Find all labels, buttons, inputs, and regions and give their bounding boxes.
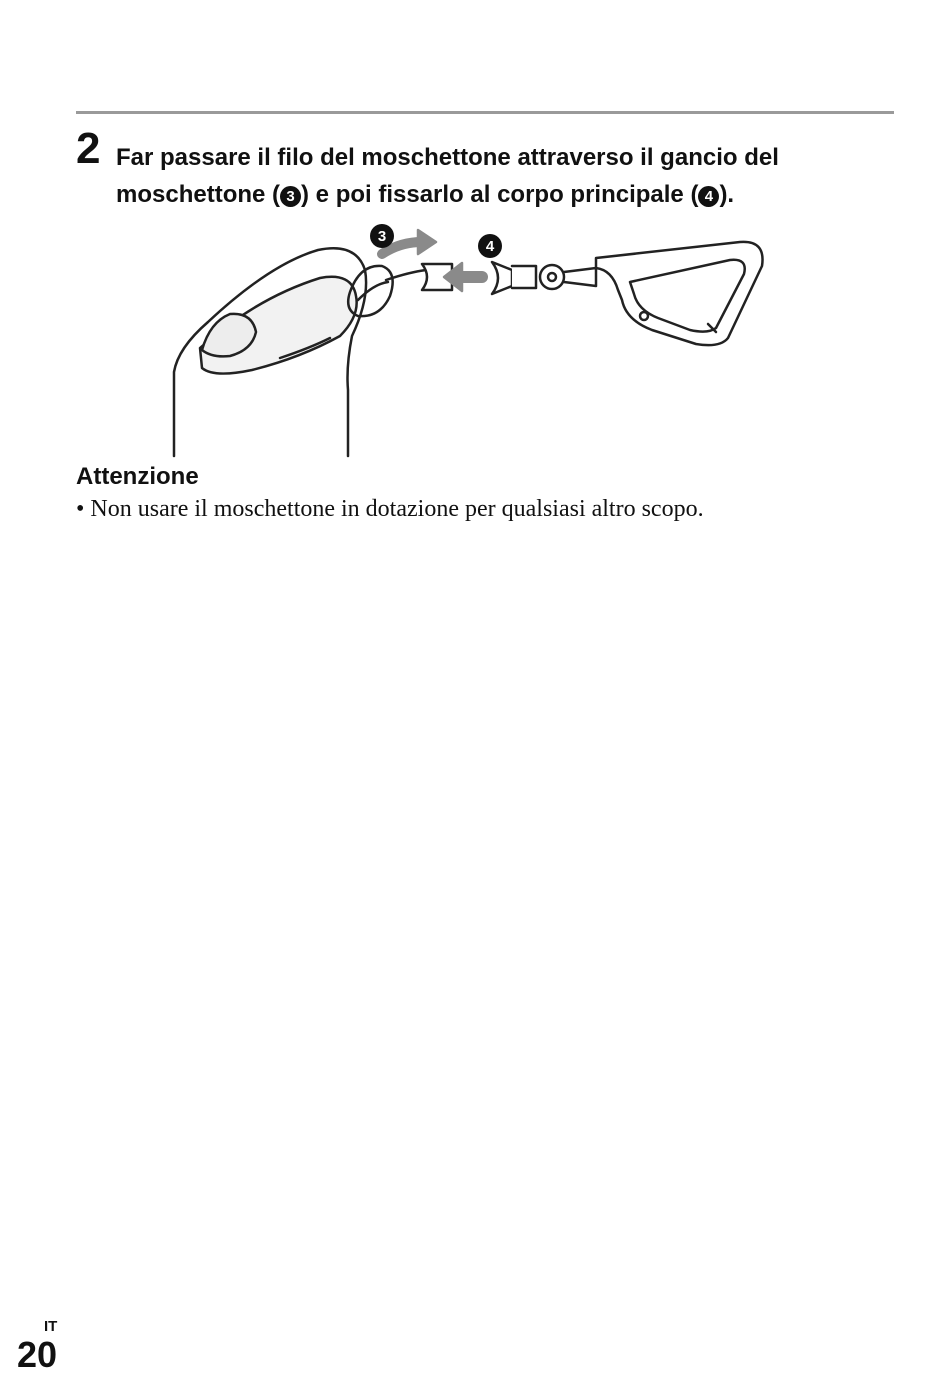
carabiner-attachment-illustration	[160, 220, 780, 460]
note-text: Non usare il moschettone in dotazione per qualsiasi altro scopo.	[90, 496, 704, 522]
section-rule	[76, 111, 894, 114]
note-list-item	[76, 496, 704, 523]
step-instruction	[116, 139, 906, 213]
step-text-part3: ).	[719, 181, 735, 208]
language-code: IT	[44, 1318, 58, 1335]
bullet: •	[76, 496, 85, 522]
step-text-part1: Far passare il filo del moschettone attraverso il gancio del moschettone (	[116, 144, 779, 208]
step-marker-4: 4	[698, 186, 719, 207]
step-text-part2: ) e poi fissarlo al corpo principale (	[301, 181, 699, 208]
callout-3: 3	[377, 228, 387, 245]
step-marker-3: 3	[280, 186, 301, 207]
note-heading: Attenzione	[76, 463, 199, 490]
page-number: 20	[17, 1334, 58, 1375]
callout-4: 4	[485, 238, 495, 255]
step-number: 2	[76, 124, 101, 173]
